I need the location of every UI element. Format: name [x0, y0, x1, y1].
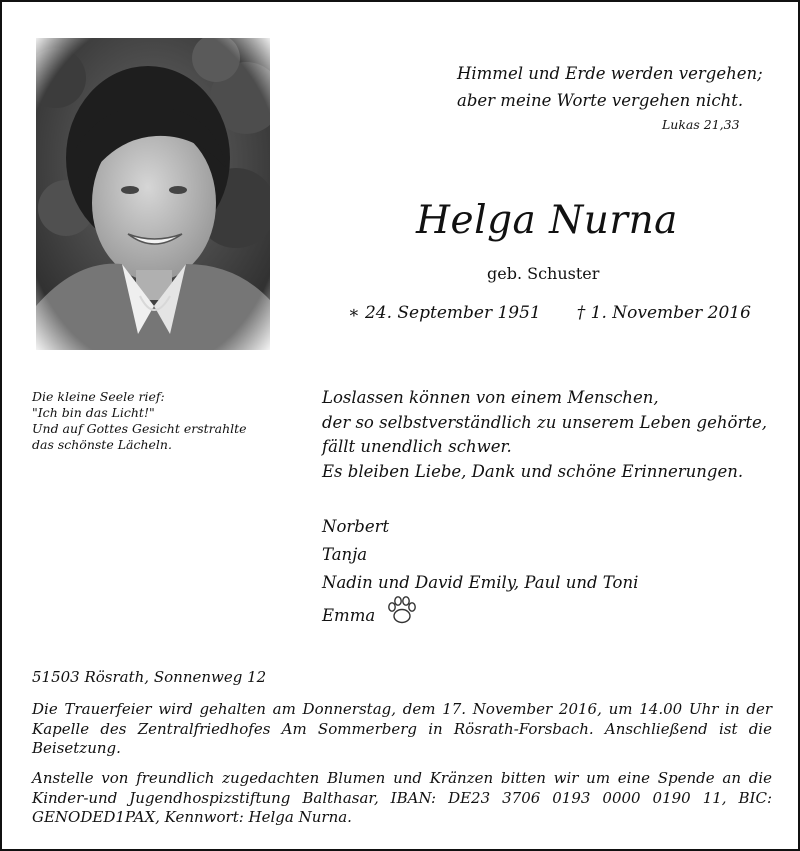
mourning-line: fällt unendlich schwer.: [322, 437, 512, 456]
mourners-list: [322, 513, 638, 636]
poem-line: "Ich bin das Licht!": [32, 405, 155, 420]
verse-reference: Lukas 21,33: [662, 117, 740, 132]
mourning-line: Es bleiben Liebe, Dank und schöne Erinnerungen.: [322, 461, 744, 481]
verse-line-1: Himmel und Erde werden vergehen;: [457, 64, 763, 83]
paw-print-icon: [386, 595, 418, 634]
mourning-line: der so selbstverständlich zu unserem Leben gehörte,: [322, 412, 767, 432]
address: 51503 Rösrath, Sonnenweg 12: [32, 668, 267, 686]
bible-verse: [457, 60, 763, 114]
maiden-name: geb. Schuster: [487, 264, 600, 283]
mourner-name: Tanja: [322, 545, 368, 564]
mourner-name: Norbert: [322, 517, 390, 536]
mourner-name: Emma: [322, 606, 376, 625]
mourning-text: [322, 386, 767, 484]
portrait-photo: [36, 38, 270, 350]
birth-date: ∗ 24. September 1951: [348, 303, 541, 323]
verse-line-2: aber meine Worte vergehen nicht.: [457, 91, 744, 110]
death-date: † 1. November 2016: [576, 303, 751, 323]
funeral-info: Die Trauerfeier wird gehalten am Donnerstag, dem 17. November 2016, um 14.00 Uhr in der Kapelle des Zentralfriedhofes Am Sommerberg in Rösrath-Forsbach. Anschließend ist die Beisetzung.: [32, 700, 772, 757]
portrait-image: [36, 38, 270, 350]
poem-line: das schönste Lächeln.: [32, 437, 172, 452]
poem-line: Und auf Gottes Gesicht erstrahlte: [32, 421, 247, 436]
mourner-name: Nadin und David Emily, Paul und Toni: [322, 573, 639, 592]
poem-line: Die kleine Seele rief:: [32, 389, 165, 404]
donation-info: Anstelle von freundlich zugedachten Blumen und Kränzen bitten wir um eine Spende an die Kinder-und Jugendhospizstiftung Balthasar, IBAN: DE23 3706 0193 0000 0190 11, BIC: GENODED1PAX, Kennwort: Helga Nurna.: [32, 769, 772, 826]
mourning-line: Loslassen können von einem Menschen,: [322, 388, 659, 407]
life-dates: [348, 303, 751, 323]
mourner-name-with-paw: [322, 597, 638, 636]
poem: [32, 389, 247, 453]
deceased-name: Helga Nurna: [416, 198, 678, 243]
